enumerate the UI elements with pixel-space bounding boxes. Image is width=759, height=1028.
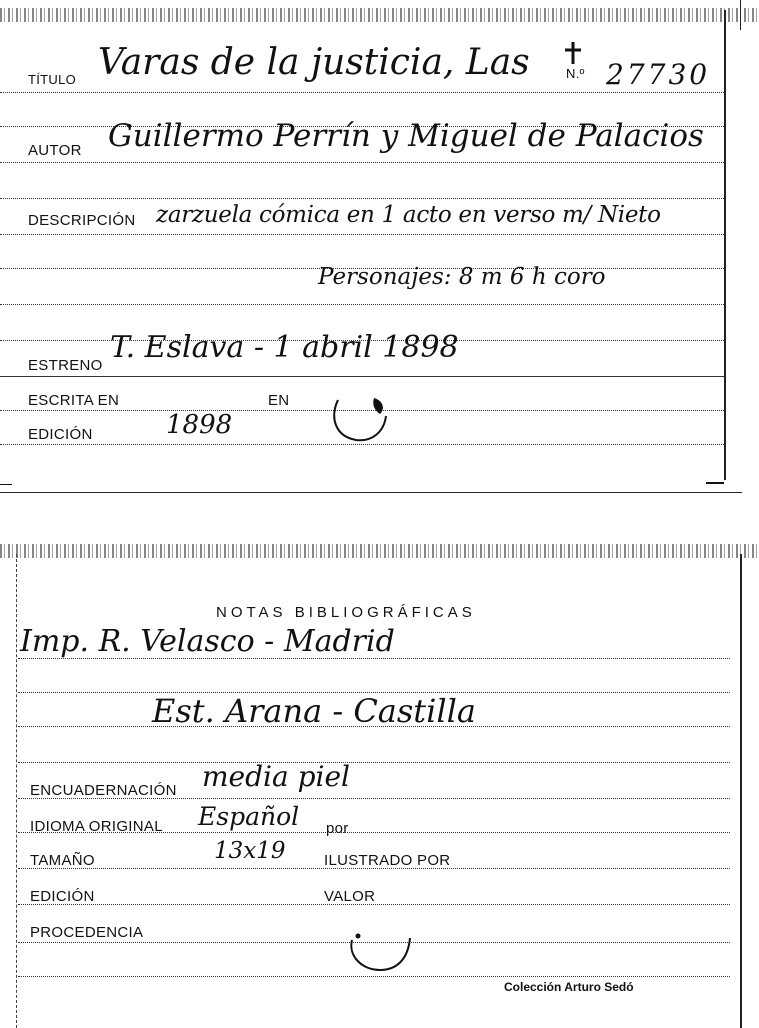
tick-mark [706, 482, 724, 484]
title-label: TÍTULO [28, 72, 77, 87]
description-value-line1: zarzuela cómica en 1 acto en verso m/ Nieto [156, 202, 661, 228]
rule-line [0, 304, 724, 305]
rule-line [0, 234, 724, 235]
illustrator-label: ILUSTRADO POR [324, 852, 451, 869]
edition-label: EDICIÓN [30, 888, 95, 905]
card-top-edge [0, 8, 759, 22]
description-label: DESCRIPCIÓN [28, 212, 136, 229]
number-value: 27730 [606, 58, 711, 91]
size-value: 13x19 [214, 838, 286, 864]
card-right-border [724, 10, 726, 480]
written-in-label: ESCRITA EN [28, 392, 120, 409]
rule-line [0, 376, 724, 377]
original-language-value: Español [198, 802, 300, 831]
size-label: TAMAÑO [30, 852, 95, 869]
edition-value: 1898 [166, 410, 233, 440]
ink-stamp-icon [328, 386, 392, 446]
edition-label: EDICIÓN [28, 426, 93, 443]
catalog-card-notes [0, 540, 759, 1028]
provenance-label: PROCEDENCIA [30, 924, 144, 941]
premiere-value: T. Eslava - 1 abril 1898 [110, 330, 459, 365]
ink-stamp-icon [344, 930, 416, 978]
rule-line [0, 198, 724, 199]
written-en-label: EN [268, 392, 290, 409]
catalog-card-main [0, 0, 759, 492]
card-right-border [740, 554, 742, 1028]
card-corner-mark [740, 0, 741, 30]
rule-line [0, 92, 724, 93]
card-left-border [16, 554, 18, 1028]
binding-value: media piel [202, 760, 350, 793]
notes-line-2: Est. Arana - Castilla [152, 692, 476, 730]
title-value: Varas de la justicia, Las [98, 42, 530, 83]
translator-label: por [326, 820, 349, 837]
cross-mark-icon [563, 40, 583, 66]
notes-title: NOTAS BIBLIOGRÁFICAS [216, 604, 476, 621]
premiere-label: ESTRENO [28, 357, 103, 374]
rule-line [0, 162, 724, 163]
original-language-label: IDIOMA ORIGINAL [30, 818, 163, 835]
card-separator [0, 492, 742, 493]
author-label: AUTOR [28, 142, 82, 159]
author-value: Guillermo Perrín y Miguel de Palacios [108, 118, 704, 154]
description-value-line2: Personajes: 8 m 6 h coro [318, 264, 606, 290]
rule-line [18, 762, 730, 763]
value-label: VALOR [324, 888, 376, 905]
number-label: N.º [566, 66, 585, 81]
card-top-edge [0, 544, 759, 558]
notes-line-1: Imp. R. Velasco - Madrid [20, 624, 395, 659]
tick-mark [0, 484, 12, 485]
collection-credit: Colección Arturo Sedó [504, 980, 634, 994]
binding-label: ENCUADERNACIÓN [30, 782, 177, 799]
